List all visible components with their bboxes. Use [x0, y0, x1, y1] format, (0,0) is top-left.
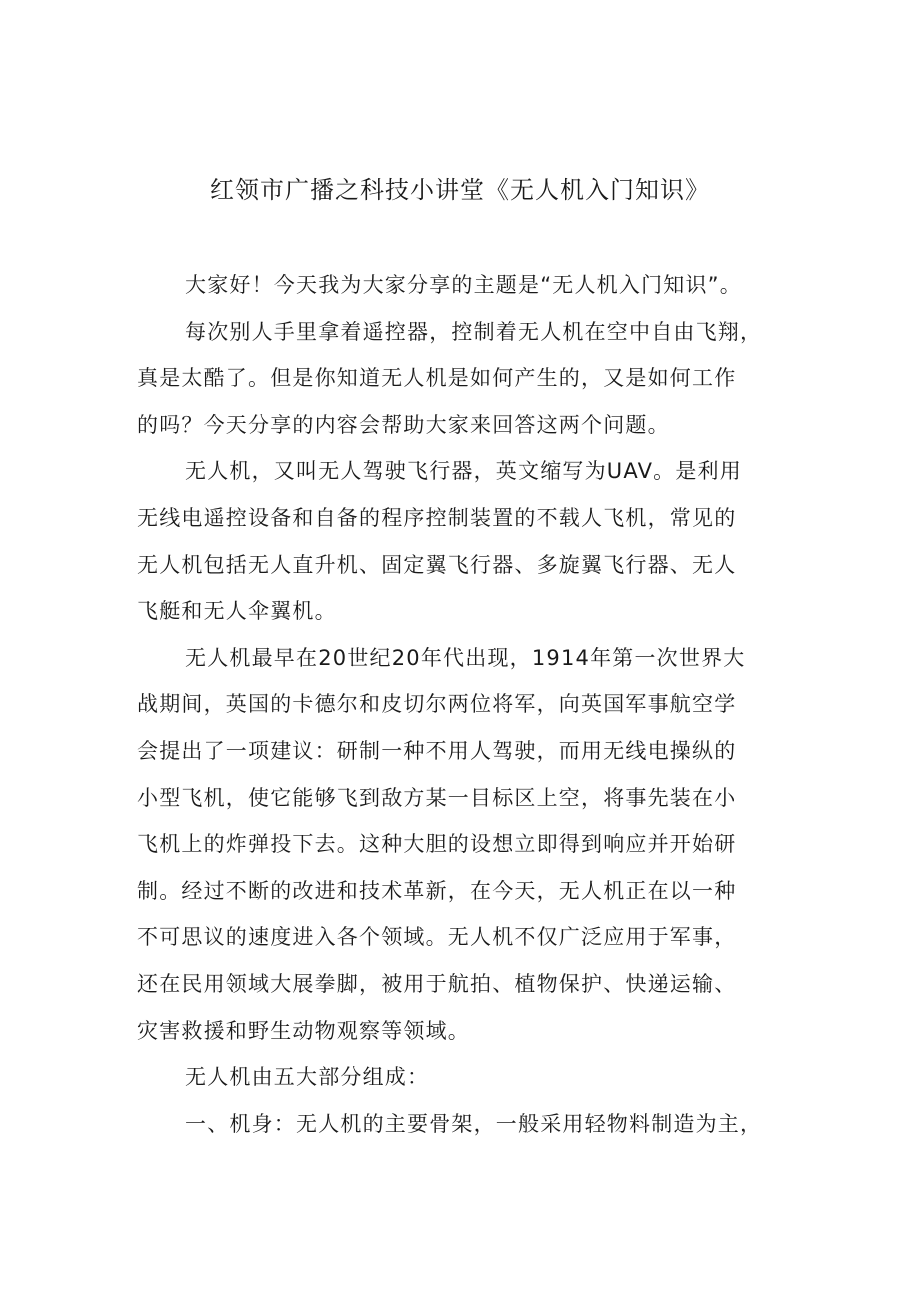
- text-line: 会提出了一项建议：研制一种不用人驾驶，而用无线电操纵的: [137, 738, 737, 763]
- text-line: 飞艇和无人伞翼机。: [137, 599, 337, 624]
- text-line: 战期间，英国的卡德尔和皮切尔两位将军，向英国军事航空学: [137, 692, 737, 717]
- text-line: 制。经过不断的改进和技术革新，在今天，无人机正在以一种: [137, 878, 737, 903]
- text-line: 无人机最早在20世纪20年代出现，1914年第一次世界大: [185, 645, 746, 670]
- text-line: 大家好！今天我为大家分享的主题是“无人机入门知识”。: [185, 273, 742, 297]
- document-body: [137, 262, 797, 1147]
- text-line: 无人机，又叫无人驾驶飞行器，英文缩写为UAV。是利用: [185, 459, 742, 484]
- text-line: 每次别人手里拿着遥控器，控制着无人机在空中自由飞翔，: [185, 319, 763, 344]
- text-line: 无人机包括无人直升机、固定翼飞行器、多旋翼飞行器、无人: [137, 552, 737, 577]
- text-line: 无线电遥控设备和自备的程序控制装置的不载人飞机，常见的: [137, 505, 737, 530]
- document-title: 红领市广播之科技小讲堂《无人机入门知识》: [210, 176, 710, 204]
- text-line: 不可思议的速度进入各个领域。无人机不仅广泛应用于军事，: [137, 925, 737, 950]
- text-line: 灾害救援和野生动物观察等领域。: [137, 1018, 470, 1043]
- text-line: 小型飞机，使它能够飞到敌方某一目标区上空，将事先装在小: [137, 785, 737, 810]
- text-line: 还在民用领域大展拳脚，被用于航拍、植物保护、快递运输、: [137, 971, 737, 996]
- text-line: 无人机由五大部分组成：: [185, 1065, 430, 1090]
- text-line: 真是太酷了。但是你知道无人机是如何产生的，又是如何工作: [137, 366, 737, 391]
- text-line: 一、机身：无人机的主要骨架，一般采用轻物料制造为主，: [185, 1111, 763, 1136]
- text-line: 的吗？今天分享的内容会帮助大家来回答这两个问题。: [137, 412, 670, 437]
- text-line: 飞机上的炸弹投下去。这种大胆的设想立即得到响应并开始研: [137, 832, 737, 857]
